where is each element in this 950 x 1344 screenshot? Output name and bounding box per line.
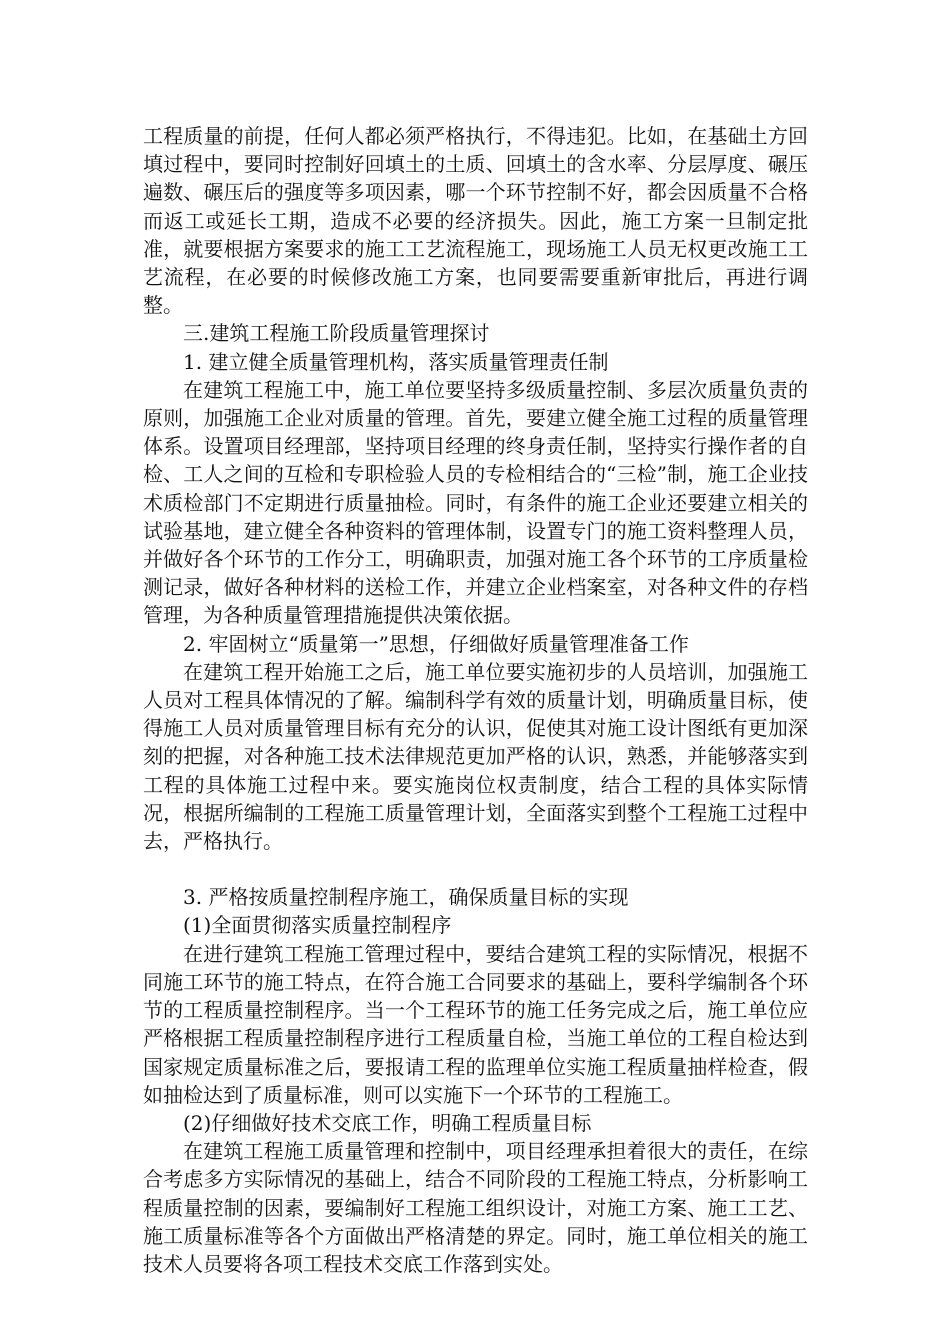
- paragraph-quality-preparation: 在建筑工程开始施工之后，施工单位要实施初步的人员培训，加强施工人员对工程具体情况的了解。编制科学有效的质量计划，明确质量目标，使得施工人员对质量管理目标有充分的认识，促使其对施工设计图纸有更加深刻的把握，对各种施工技术法律规范更加严格的认识，熟悉，并能够落实到工程的具体施工过程中来。要实施岗位权责制度，结合工程的具体实际情况，根据所编制的工程施工质量管理计划，全面落实到整个工程施工过程中去，严格执行。: [143, 659, 808, 854]
- subheading-1: 1. 建立健全质量管理机构，落实质量管理责任制: [183, 349, 609, 374]
- blank-line: [143, 855, 808, 883]
- sub-subheading-1: (1)全面贯彻落实质量控制程序: [183, 913, 452, 938]
- paragraph-technical-briefing: 在建筑工程施工质量管理和控制中，项目经理承担着很大的责任，在综合考虑多方实际情况的基础上，结合不同阶段的工程施工特点，分析影响工程质量控制的因素，要编制好工程施工组织设计，对施工方案、施工工艺、施工质量标准等各个方面做出严格清楚的界定。同时，施工单位相关的施工技术人员要将各项工程技术交底工作落到实处。: [143, 1139, 808, 1276]
- paragraph-control-procedure: 在进行建筑工程施工管理过程中，要结合建筑工程的实际情况，根据不同施工环节的施工特点，在符合施工合同要求的基础上，要科学编制各个环节的工程质量控制程序。当一个工程环节的施工任务完成之后，施工单位应严格根据工程质量控制程序进行工程质量自检，当施工单位的工程自检达到国家规定质量标准之后，要报请工程的监理单位实施工程质量抽样检查，假如抽检达到了质量标准，则可以实施下一个环节的工程施工。: [143, 941, 808, 1107]
- section-heading-3: 三.建筑工程施工阶段质量管理探讨: [183, 321, 490, 346]
- sub-subheading-2: (2)仔细做好技术交底工作，明确工程质量目标: [183, 1110, 592, 1135]
- paragraph-continuation: 工程质量的前提，任何人都必须严格执行，不得违犯。比如，在基础土方回填过程中，要同时控制好回填土的土质、回填土的含水率、分层厚度、碾压遍数、碾压后的强度等多项因素，哪一个环节控制不好，都会因质量不合格而返工或延长工期，造成不必要的经济损失。因此，施工方案一旦制定批准，就要根据方案要求的施工工艺流程施工，现场施工人员无权更改施工工艺流程，在必要的时候修改施工方案，也同要需要重新审批后，再进行调整。: [143, 124, 808, 318]
- document-body: [143, 122, 808, 1278]
- paragraph-quality-organization: 在建筑工程施工中，施工单位要坚持多级质量控制、多层次质量负责的原则，加强施工企业对质量的管理。首先，要建立健全施工过程的质量管理体系。设置项目经理部，坚持项目经理的终身责任制，坚持实行操作者的自检、工人之间的互检和专职检验人员的专检相结合的“三检”制，施工企业技术质检部门不定期进行质量抽检。同时，有条件的施工企业还要建立相关的试验基地，建立健全各种资料的管理体制，设置专门的施工资料整理人员，并做好各个环节的工作分工，明确职责，加强对施工各个环节的工序质量检测记录，做好各种材料的送检工作，并建立企业档案室，对各种文件的存档管理，为各种质量管理措施提供决策依据。: [143, 377, 808, 628]
- subheading-2: 2. 牢固树立“质量第一”思想，仔细做好质量管理准备工作: [183, 631, 689, 656]
- subheading-3: 3. 严格按质量控制程序施工，确保质量目标的实现: [183, 885, 629, 910]
